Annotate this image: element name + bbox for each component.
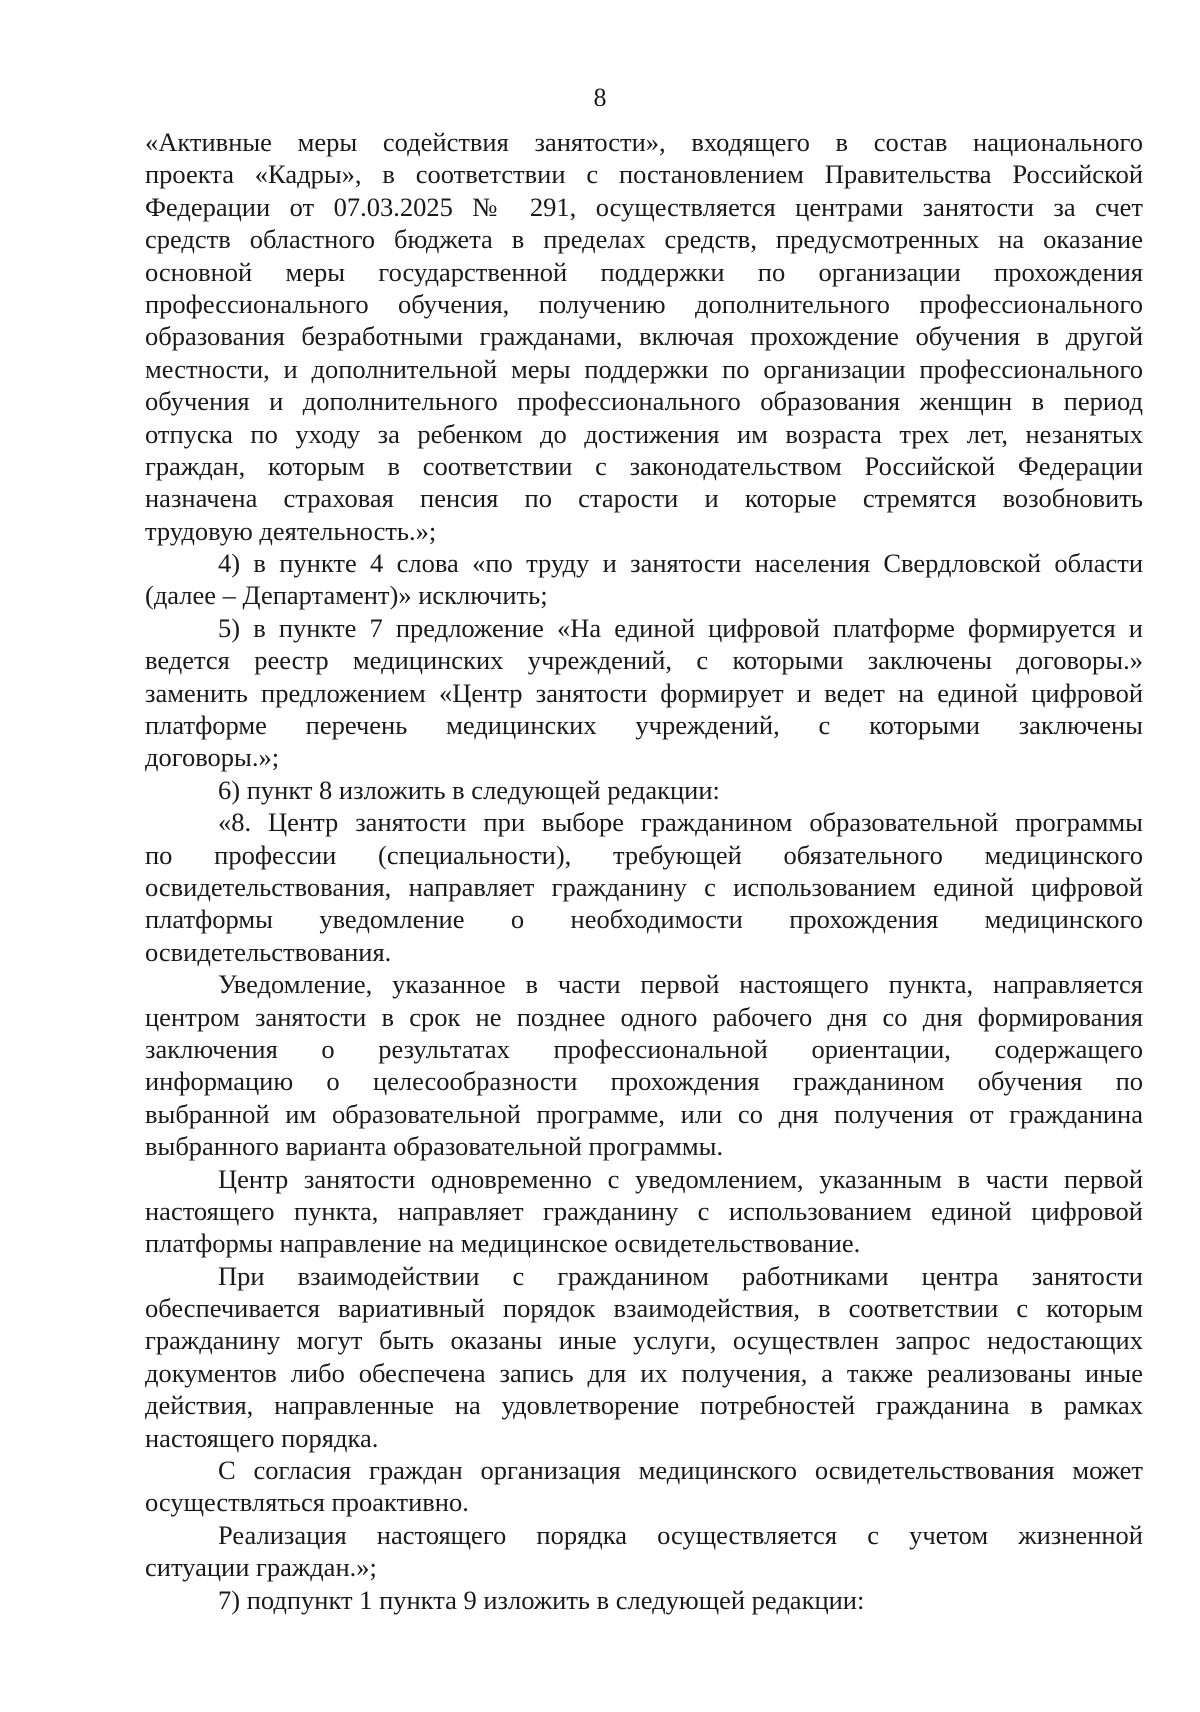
text-line: 4) в пункте 4 слова «по труду и занятости населения Свердловской области [218, 548, 1143, 579]
text-line: профессионального обучения, получению дополнительного профессионального [145, 288, 1143, 319]
text-line: Центр занятости одновременно с уведомлением, указанным в части первой [218, 1163, 1143, 1194]
text-line: освидетельствования. [145, 936, 392, 967]
text-line: местности, и дополнительной меры поддержки по организации профессионального [145, 353, 1143, 384]
text-line: заключения о результатах профессиональной ориентации, содержащего [145, 1033, 1143, 1064]
text-line: обеспечивается вариативный порядок взаимодействия, в соответствии с которым [145, 1293, 1143, 1324]
text-line: действия, направленные на удовлетворение потребностей гражданина в рамках [145, 1390, 1143, 1421]
page-number: 8 [593, 83, 607, 112]
text-line: ведется реестр медицинских учреждений, с которыми заключены договоры.» [145, 645, 1143, 676]
text-line: обучения и дополнительного профессионального образования женщин в период [145, 386, 1143, 417]
text-line: настоящего порядка. [145, 1422, 379, 1453]
text-line: трудовую деятельность.»; [145, 515, 437, 546]
text-line: «Активные меры содействия занятости», входящего в состав национального [145, 127, 1143, 157]
text-line: платформе перечень медицинских учреждений, с которыми заключены [145, 710, 1143, 741]
text-line: 7) подпункт 1 пункта 9 изложить в следующей редакции: [218, 1584, 865, 1615]
text-line: информацию о целесообразности прохождения гражданином обучения по [145, 1066, 1143, 1097]
text-line: Уведомление, указанное в части первой настоящего пункта, направляется [218, 969, 1143, 1000]
text-line: 6) пункт 8 изложить в следующей редакции: [218, 774, 720, 805]
text-line: заменить предложением «Центр занятости формирует и ведет на единой цифровой [145, 677, 1143, 708]
text-line: основной меры государственной поддержки по организации прохождения [145, 256, 1143, 287]
text-line: выбранной им образовательной программе, или со дня получения от гражданина [145, 1098, 1143, 1129]
text-line: документов либо обеспечена запись для их получения, а также реализованы иные [145, 1357, 1143, 1388]
text-line: освидетельствования, направляет гражданину с использованием единой цифровой [145, 871, 1143, 902]
text-line: Реализация настоящего порядка осуществляется с учетом жизненной [218, 1519, 1143, 1550]
text-line: При взаимодействии с гражданином работниками центра занятости [218, 1260, 1143, 1291]
text-line: Федерации от 07.03.2025 № 291, осуществляется центрами занятости за счет [145, 191, 1143, 222]
text-line: осуществляться проактивно. [145, 1487, 469, 1518]
text-line: договоры.»; [145, 742, 280, 773]
text-line: выбранного варианта образовательной программы. [145, 1131, 724, 1162]
text-line: образования безработными гражданами, включая прохождение обучения в другой [145, 321, 1143, 352]
text-line: «8. Центр занятости при выборе гражданином образовательной программы [218, 807, 1143, 838]
text-line: 5) в пункте 7 предложение «На единой цифровой платформе формируется и [218, 612, 1143, 643]
text-line: гражданину могут быть оказаны иные услуги, осуществлен запрос недостающих [145, 1325, 1143, 1356]
text-line: платформы направление на медицинское освидетельствование. [145, 1228, 861, 1259]
text-line: настоящего пункта, направляет гражданину с использованием единой цифровой [145, 1195, 1143, 1226]
text-line: (далее – Департамент)» исключить; [145, 580, 548, 611]
text-line: отпуска по уходу за ребенком до достижения им возраста трех лет, незанятых [145, 418, 1143, 449]
text-line: назначена страховая пенсия по старости и которые стремятся возобновить [145, 483, 1143, 514]
document-body [145, 126, 1143, 1616]
text-line: С согласия граждан организация медицинского освидетельствования может [218, 1455, 1143, 1486]
text-line: ситуации граждан.»; [145, 1552, 377, 1583]
text-line: центром занятости в срок не позднее одного рабочего дня со дня формирования [145, 1001, 1143, 1032]
text-line: граждан, которым в соответствии с законодательством Российской Федерации [145, 450, 1143, 481]
text-line: проекта «Кадры», в соответствии с постановлением Правительства Российской [145, 159, 1143, 190]
text-line: платформы уведомление о необходимости прохождения медицинского [145, 904, 1143, 935]
text-line: средств областного бюджета в пределах средств, предусмотренных на оказание [145, 224, 1143, 255]
text-line: по профессии (специальности), требующей обязательного медицинского [145, 839, 1143, 870]
